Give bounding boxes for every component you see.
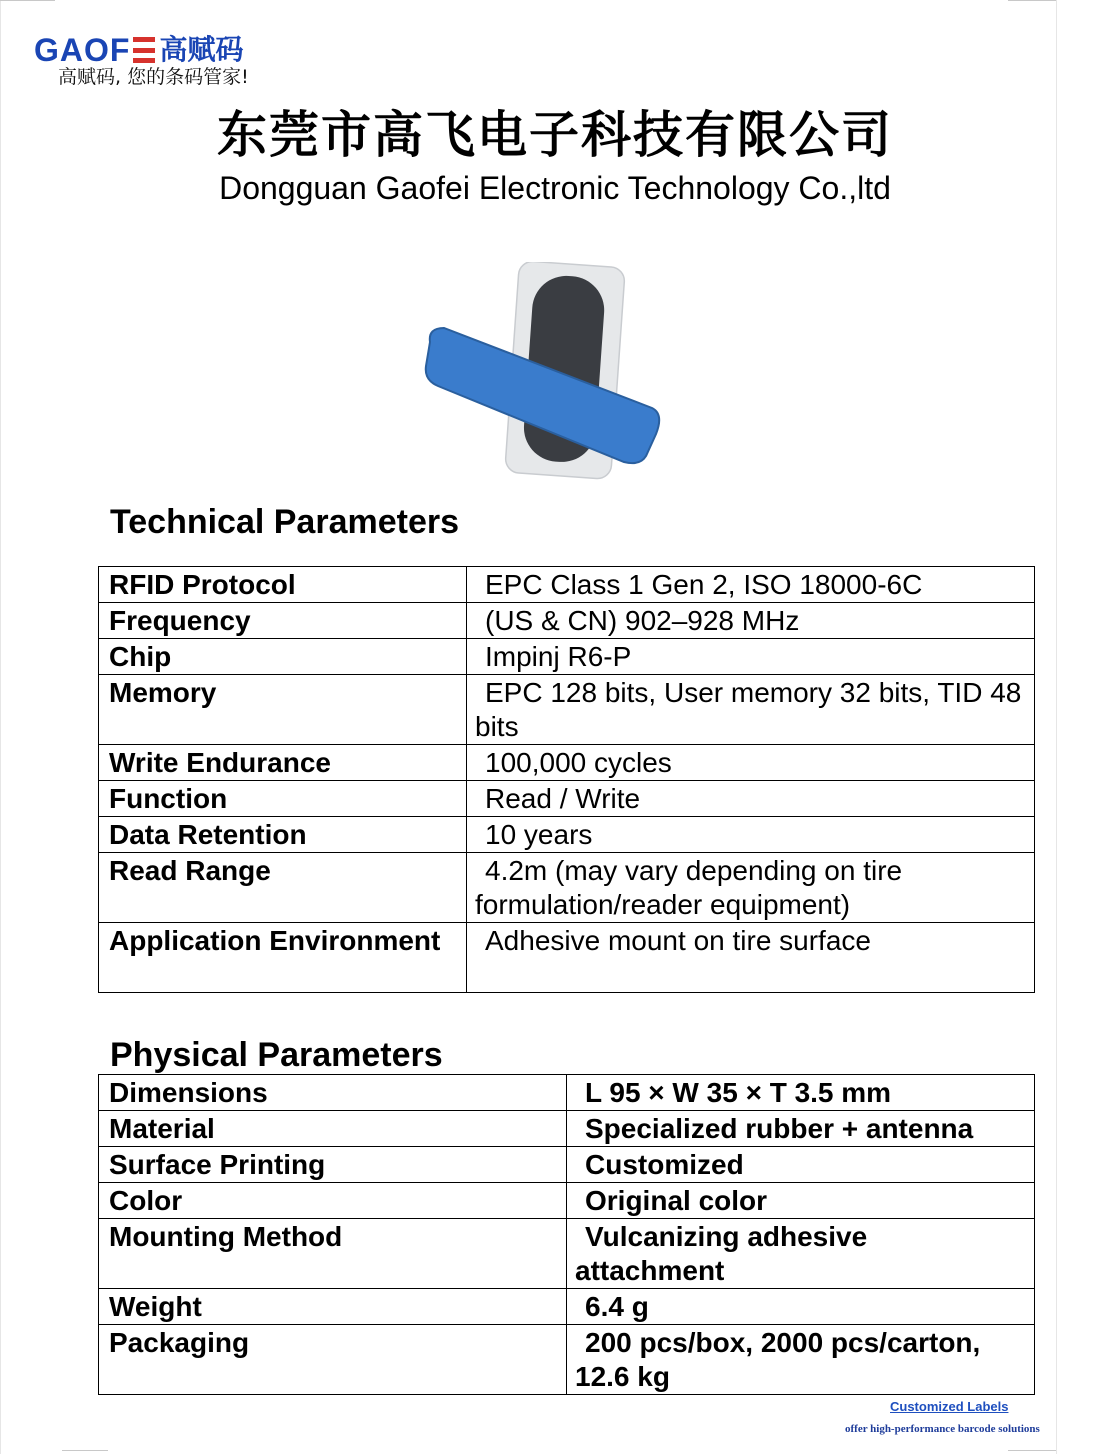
param-value: Specialized rubber + antenna bbox=[567, 1111, 1035, 1147]
param-value: EPC 128 bits, User memory 32 bits, TID 48 bits bbox=[467, 675, 1035, 745]
param-value: Impinj R6-P bbox=[467, 639, 1035, 675]
table-row bbox=[99, 1147, 1035, 1183]
param-value: 100,000 cycles bbox=[467, 745, 1035, 781]
param-value: 10 years bbox=[467, 817, 1035, 853]
logo-latin-text: GAOF bbox=[34, 32, 131, 68]
table-row bbox=[99, 1183, 1035, 1219]
table-row bbox=[99, 1289, 1035, 1325]
param-value: Adhesive mount on tire surface bbox=[467, 923, 1035, 993]
param-label: Memory bbox=[99, 675, 467, 745]
table-row bbox=[99, 1075, 1035, 1111]
param-label: Write Endurance bbox=[99, 745, 467, 781]
param-value: (US & CN) 902–928 MHz bbox=[467, 603, 1035, 639]
param-label: Function bbox=[99, 781, 467, 817]
crop-mark-bottom-left bbox=[62, 1450, 108, 1451]
slogan: 高赋码, 您的条码管家! bbox=[58, 66, 249, 88]
param-label: Mounting Method bbox=[99, 1219, 567, 1289]
company-name-en: Dongguan Gaofei Electronic Technology Co.,ltd bbox=[219, 170, 891, 206]
table-row bbox=[99, 567, 1035, 603]
param-value: 6.4 g bbox=[567, 1289, 1035, 1325]
page-edge-left bbox=[0, 0, 1, 1454]
crop-mark-top-right bbox=[1008, 0, 1056, 1]
param-label: Frequency bbox=[99, 603, 467, 639]
param-value: 4.2m (may vary depending on tire formulation/reader equipment) bbox=[467, 853, 1035, 923]
customized-labels-link[interactable]: Customized Labels bbox=[890, 1399, 1009, 1414]
table-row bbox=[99, 1219, 1035, 1289]
param-value: Read / Write bbox=[467, 781, 1035, 817]
logo-chinese-text: 高赋码 bbox=[159, 33, 244, 66]
table-row bbox=[99, 781, 1035, 817]
param-label: Data Retention bbox=[99, 817, 467, 853]
param-value: EPC Class 1 Gen 2, ISO 18000-6C bbox=[467, 567, 1035, 603]
param-value: L 95 × W 35 × T 3.5 mm bbox=[567, 1075, 1035, 1111]
physical-parameters-title: Physical Parameters bbox=[110, 1036, 443, 1074]
company-name-cn: 东莞市高飞电子科技有限公司 bbox=[217, 105, 893, 164]
param-label: Color bbox=[99, 1183, 567, 1219]
param-label: Application Environment bbox=[99, 923, 467, 993]
technical-parameters-table bbox=[98, 566, 1035, 993]
table-row bbox=[99, 817, 1035, 853]
table-row bbox=[99, 675, 1035, 745]
table-row bbox=[99, 1325, 1035, 1395]
param-label: Dimensions bbox=[99, 1075, 567, 1111]
param-label: Weight bbox=[99, 1289, 567, 1325]
param-value: 200 pcs/box, 2000 pcs/carton, 12.6 kg bbox=[567, 1325, 1035, 1395]
table-row bbox=[99, 1111, 1035, 1147]
param-label: Chip bbox=[99, 639, 467, 675]
param-label: Surface Printing bbox=[99, 1147, 567, 1183]
page-edge-right bbox=[1056, 0, 1057, 1454]
crop-mark-top-left bbox=[0, 0, 55, 1]
table-row bbox=[99, 745, 1035, 781]
param-label: Read Range bbox=[99, 853, 467, 923]
param-label: Packaging bbox=[99, 1325, 567, 1395]
param-value: Vulcanizing adhesive attachment bbox=[567, 1219, 1035, 1289]
technical-parameters-title: Technical Parameters bbox=[110, 503, 459, 541]
table-row bbox=[99, 639, 1035, 675]
table-row bbox=[99, 923, 1035, 993]
param-label: Material bbox=[99, 1111, 567, 1147]
footer-tagline: offer high-performance barcode solutions bbox=[845, 1423, 1040, 1435]
table-row bbox=[99, 603, 1035, 639]
table-row bbox=[99, 853, 1035, 923]
logo-e-mark-icon bbox=[133, 37, 155, 63]
crop-mark-bottom-right bbox=[1008, 1450, 1056, 1451]
param-value: Original color bbox=[567, 1183, 1035, 1219]
param-value: Customized bbox=[567, 1147, 1035, 1183]
param-label: RFID Protocol bbox=[99, 567, 467, 603]
product-image-rfid-tire-tag bbox=[420, 262, 670, 482]
physical-parameters-table bbox=[98, 1074, 1035, 1395]
